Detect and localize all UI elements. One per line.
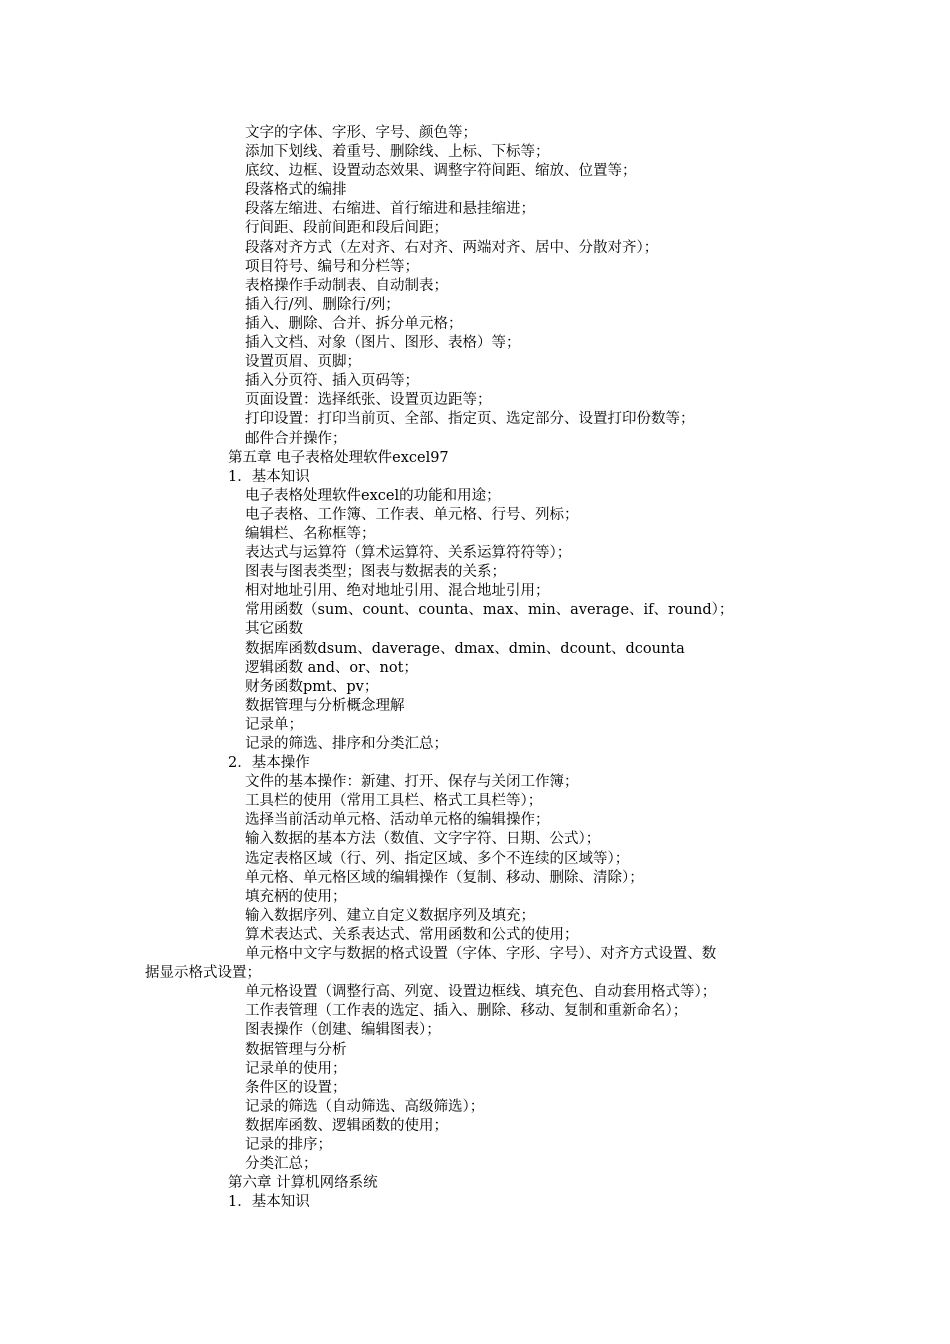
text-line: 输入数据的基本方法（数值、文字字符、日期、公式）； [245,831,601,848]
text-line: 单元格、单元格区域的编辑操作（复制、移动、删除、清除）； [245,869,644,886]
text-line: 电子表格处理软件excel的功能和用途； [245,487,501,504]
text-line: 记录的筛选（自动筛选、高级筛选）； [245,1098,485,1115]
text-line: 记录单的使用； [245,1060,347,1077]
text-line: 插入、删除、合并、拆分单元格； [245,315,463,332]
text-line: 表格操作手动制表、自动制表； [245,277,448,294]
text-line: 插入分页符、插入页码等； [245,373,419,390]
section-heading: 1．基本知识 [228,1194,310,1211]
text-line: 数据库函数、逻辑函数的使用； [245,1117,448,1134]
text-line: 分类汇总； [245,1156,318,1173]
text-line: 数据库函数dsum、daverage、dmax、dmin、dcount、dcounta [245,640,685,657]
section-heading: 第五章 电子表格处理软件excel97 [228,449,449,466]
text-line: 财务函数pmt、pv； [245,678,379,695]
section-heading: 1．基本知识 [228,468,310,485]
section-heading: 第六章 计算机网络系统 [228,1175,378,1192]
text-line: 图表与图表类型；图表与数据表的关系； [245,564,506,581]
text-line: 图表操作（创建、编辑图表）； [245,1022,441,1039]
text-line: 项目符号、编号和分栏等； [245,258,419,275]
text-line: 段落左缩进、右缩进、首行缩进和悬挂缩进； [245,201,535,218]
text-line: 行间距、段前间距和段后间距； [245,220,448,237]
text-line: 插入文档、对象（图片、图形、表格）等； [245,335,521,352]
text-line: 页面设置：选择纸张、设置页边距等； [245,392,492,409]
text-line: 电子表格、工作簿、工作表、单元格、行号、列标； [245,506,579,523]
text-line: 单元格中文字与数据的格式设置（字体、字形、字号）、对齐方式设置、数 [245,946,717,963]
text-line: 单元格设置（调整行高、列宽、设置边框线、填充色、自动套用格式等）； [245,984,717,1001]
text-line: 添加下划线、着重号、删除线、上标、下标等； [245,144,550,161]
text-line: 底纹、边框、设置动态效果、调整字符间距、缩放、位置等； [245,163,637,180]
text-line: 算术表达式、关系表达式、常用函数和公式的使用； [245,926,579,943]
text-line: 数据管理与分析 [245,1041,347,1058]
text-line: 其它函数 [245,621,303,638]
text-line: 记录单； [245,716,303,733]
text-line: 相对地址引用、绝对地址引用、混合地址引用； [245,583,550,600]
text-line: 数据管理与分析概念理解 [245,697,405,714]
text-line: 工具栏的使用（常用工具栏、格式工具栏等）； [245,793,543,810]
text-line: 输入数据序列、建立自定义数据序列及填充； [245,907,535,924]
text-line: 设置页眉、页脚； [245,354,361,371]
text-line: 插入行/列、删除行/列； [245,296,400,313]
text-line: 填充柄的使用； [245,888,347,905]
document-page [0,124,950,1212]
text-line: 文字的字体、字形、字号、颜色等； [245,125,477,141]
text-line: 文件的基本操作：新建、打开、保存与关闭工作簿； [245,774,579,791]
section-heading: 2．基本操作 [228,755,310,772]
text-line: 常用函数（sum、count、counta、max、min、average、if、round）； [245,602,734,619]
text-line: 逻辑函数 and、or、not； [245,659,418,676]
text-line: 记录的排序； [245,1136,332,1153]
text-line: 打印设置：打印当前页、全部、指定页、选定部分、设置打印份数等； [245,411,695,428]
text-line: 条件区的设置； [245,1079,347,1096]
text-line: 表达式与运算符（算术运算符、关系运算符符等）； [245,545,572,562]
text-line: 记录的筛选、排序和分类汇总； [245,736,448,752]
text-line: 工作表管理（工作表的选定、插入、删除、移动、复制和重新命名）； [245,1003,688,1020]
text-line: 邮件合并操作； [245,430,347,447]
text-line: 段落格式的编排 [245,182,347,199]
text-line: 编辑栏、名称框等； [245,525,376,542]
text-line: 据显示格式设置； [145,965,261,982]
text-line: 选定表格区域（行、列、指定区域、多个不连续的区域等）； [245,850,630,867]
text-line: 段落对齐方式（左对齐、右对齐、两端对齐、居中、分散对齐）； [245,239,659,256]
text-line: 选择当前活动单元格、活动单元格的编辑操作； [245,812,550,829]
